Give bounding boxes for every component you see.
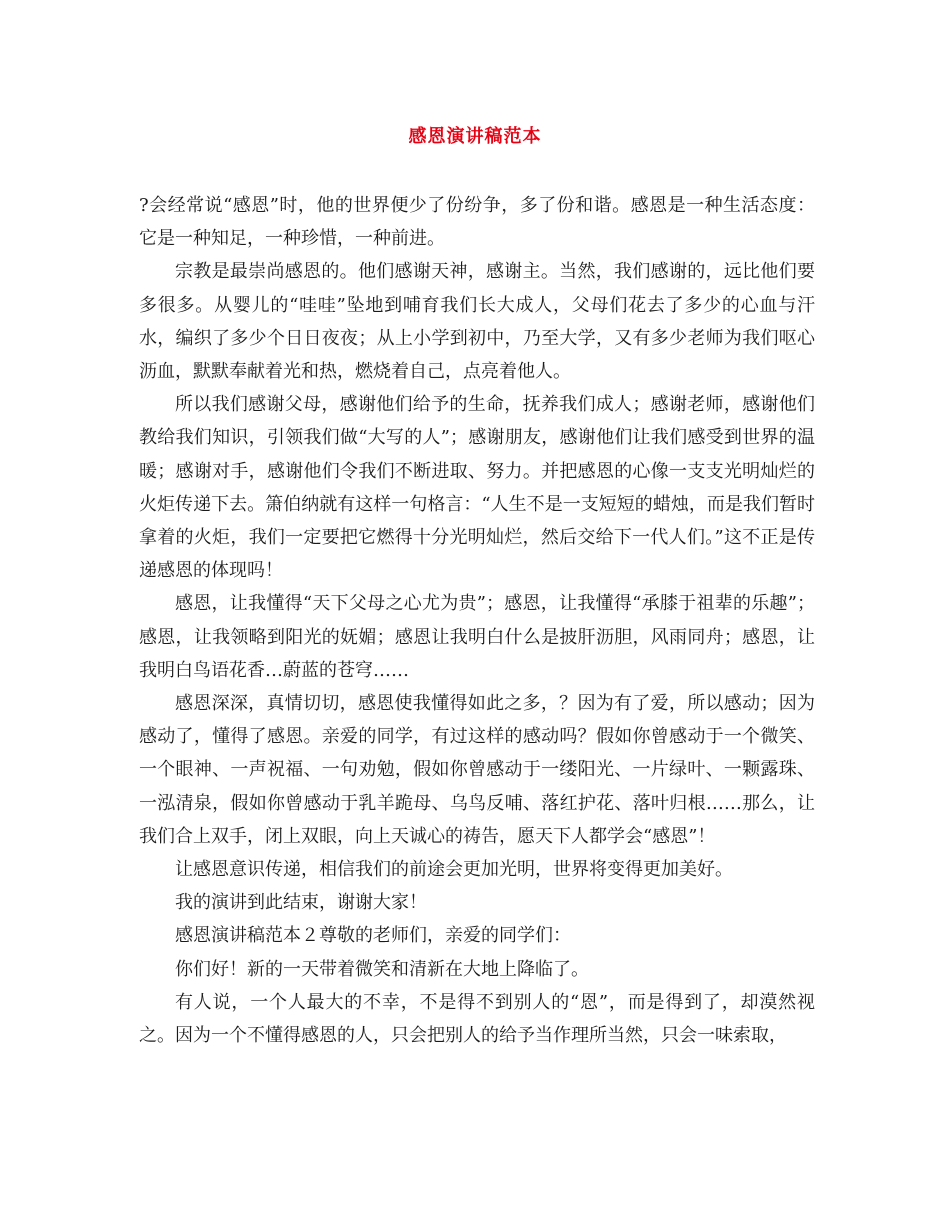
paragraph-10: 有人说，一个人最大的不幸，不是得不到别人的“恩”，而是得到了，却漠然视之。因为一个不懂得感恩的人，只会把别人的给予当作理所当然，只会一味索取， (139, 991, 815, 1047)
paragraph-4: 感恩，让我懂得“天下父母之心尤为贵”；感恩，让我懂得“承膝于祖辈的乐趣”；感恩，让我领略到阳光的妩媚；感恩让我明白什么是披肝沥胆，风雨同舟；感恩，让我明白鸟语花香…蔚蓝的苍穹…… (139, 593, 815, 681)
document-title: 感恩演讲稿范本 (408, 126, 542, 147)
paragraph-2: 宗教是最崇尚感恩的。他们感谢天神，感谢主。当然，我们感谢的，远比他们要多很多。从婴儿的“哇哇”坠地到哺育我们长大成人，父母们花去了多少的心血与汗水，编织了多少个日日夜夜；从上小学到初中，乃至大学，又有多少老师为我们呕心沥血，默默奉献着光和热，燃烧着自己，点亮着他人。 (139, 261, 815, 383)
paragraph-6: 让感恩意识传递，相信我们的前途会更加光明，世界将变得更加美好。 (175, 859, 733, 881)
paragraph-8: 感恩演讲稿范本２尊敬的老师们，亲爱的同学们： (175, 925, 571, 947)
paragraph-7: 我的演讲到此结束，谢谢大家！ (175, 892, 427, 914)
paragraph-1: ?会经常说“感恩”时，他的世界便少了份纷争，多了份和谐。感恩是一种生活态度：它是一种知足，一种珍惜，一种前进。 (139, 195, 815, 250)
paragraph-5: 感恩深深，真情切切，感恩使我懂得如此之多，？因为有了爱，所以感动；因为感动了，懂得了感恩。亲爱的同学，有过这样的感动吗？假如你曾感动于一个微笑、一个眼神、一声祝福、一句劝勉，假如你曾感动于一缕阳光、一片绿叶、一颗露珠、一泓清泉，假如你曾感动于乳羊跪母、乌鸟反哺、落红护花、落叶归根……那么，让我们合上双手，闭上双眼，向上天诚心的祷告，愿天下人都学会“感恩”！ (139, 693, 815, 847)
paragraph-9: 你们好！新的一天带着微笑和清新在大地上降临了。 (175, 958, 589, 980)
paragraph-3: 所以我们感谢父母，感谢他们给予的生命，抚养我们成人；感谢老师，感谢他们教给我们知识，引领我们做“大写的人”；感谢朋友，感谢他们让我们感受到世界的温暖；感谢对手，感谢他们令我们不断进取、努力。并把感恩的心像一支支光明灿烂的火炬传递下去。箫伯纳就有这样一句格言：“人生不是一支短短的蜡烛，而是我们暂时拿着的火炬，我们一定要把它燃得十分光明灿烂，然后交给下一代人们。”这不正是传递感恩的体现吗！ (139, 394, 815, 582)
document-body (139, 189, 815, 1052)
